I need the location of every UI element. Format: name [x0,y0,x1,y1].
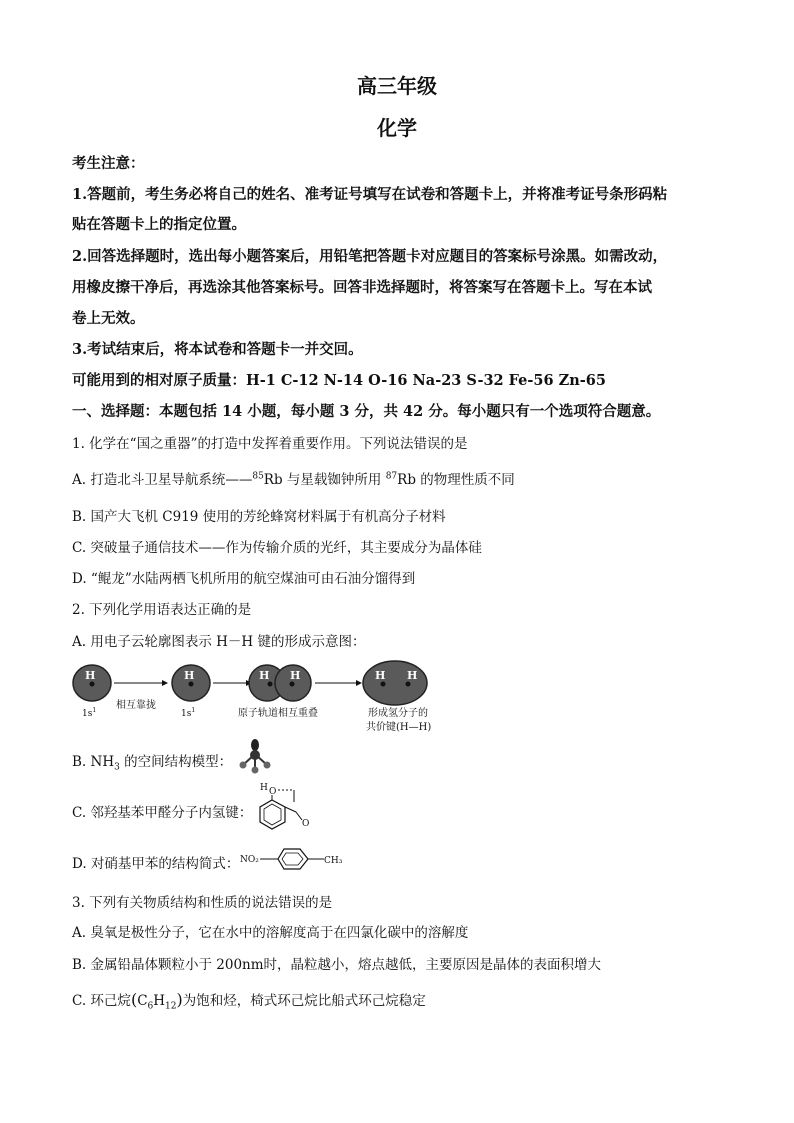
question-1-stem: 1. 化学在“国之重器”的打造中发挥着重要作用。下列说法错误的是 [72,436,468,452]
question-2-option-a: A. 用电子云轮廓图表示 H－H 键的形成示意图： [72,634,366,650]
orbital-label-right: $1s^1$ [181,707,196,719]
notice-item-1-line-2: 贴在答题卡上的指定位置。 [72,216,246,233]
question-1-option-c: C. 突破量子通信技术——作为传输介质的光纤，其主要成分为晶体硅 [72,540,482,556]
question-2-option-d: D. 对硝基甲苯的结构简式： [72,856,240,872]
h2-h-right: H [407,669,418,682]
question-3-option-b: B. 金属铅晶体颗粒小于 200nm时，晶粒越小，熔点越低，主要原因是晶体的表面积增大 [72,957,602,973]
nh3-ball-stick-model [236,738,274,776]
h2-molecule-orbital [363,661,427,705]
question-2-stem: 2. 下列化学用语表达正确的是 [72,602,252,618]
label-overlap: 原子轨道相互重叠 [238,708,318,719]
struct-h: H [260,783,268,793]
section-1-title: 一、选择题：本题包括 14 小题，每小题 3 分，共 42 分。每小题只有一个选项符合题意。 [72,403,661,420]
question-2-option-c: C. 邻羟基苯甲醛分子内氢键： [72,805,253,821]
struct-o-aldehyde: O [302,819,310,829]
exam-subject-title: 化学 [377,116,417,140]
struct-no2: NO₂ [240,855,259,865]
question-3-option-c: C. 环己烷$(C_6H_{12})$为饱和烃，椅式环己烷比船式环己烷稳定 [72,990,426,1012]
label-form-2: 共价键(H—H) [366,722,432,733]
question-3-stem: 3. 下列有关物质结构和性质的说法错误的是 [72,895,333,911]
notice-item-1-line-1: 1.答题前，考生务必将自己的姓名、准考证号填写在试卷和答题卡上，并将准考证号条形码粘 [72,186,668,203]
struct-ch3: CH₃ [324,856,343,866]
question-2-option-b: B. $NH_3$ 的空间结构模型： [72,754,233,773]
label-form-1: 形成氢分子的 [368,708,428,719]
notice-item-2-line-3: 卷上无效。 [72,310,145,327]
question-1-option-d: D. “鲲龙”水陆两栖飞机所用的航空煤油可由石油分馏得到 [72,571,416,587]
h2-bond-formation-diagram [70,656,450,740]
struct-o-hydroxyl: O [269,787,277,797]
question-3-option-a: A. 臭氧是极性分子，它在水中的溶解度高于在四氯化碳中的溶解度 [72,925,469,941]
atomic-masses-line: 可能用到的相对原子质量：H-1 C-12 N-14 O-16 Na-23 S-32 Fe-56 Zn-65 [72,372,606,389]
overlap-h-right: H [290,669,301,682]
question-1-option-b: B. 国产大飞机 C919 使用的芳纶蜂窝材料属于有机高分子材料 [72,509,446,525]
exam-grade-title: 高三年级 [357,74,437,98]
h2-h-left: H [375,669,386,682]
h-label-left: H [85,669,96,682]
notice-item-3: 3.考试结束后，将本试卷和答题卡一并交回。 [72,341,363,358]
question-1-option-a: A. 打造北斗卫星导航系统——$^{85}$Rb 与星载铷钟所用 $^{87}$Rb 的物理性质不同 [72,471,515,488]
notice-item-2-line-1: 2.回答选择题时，选出每小题答案后，用铅笔把答题卡对应题目的答案标号涂黑。如需改动， [72,248,668,265]
overlap-h-left: H [259,669,270,682]
h-label-right: H [184,669,195,682]
orbital-label-left: $1s^1$ [82,707,97,719]
p-nitrotoluene-structure [240,845,350,873]
label-approach: 相互靠拢 [116,700,156,711]
notice-title: 考生注意： [72,155,145,172]
notice-item-2-line-2: 用橡皮擦干净后，再选涂其他答案标号。回答非选择题时，将答案写在答题卡上。写在本试 [72,279,652,296]
o-hydroxybenzaldehyde-structure [258,780,318,836]
